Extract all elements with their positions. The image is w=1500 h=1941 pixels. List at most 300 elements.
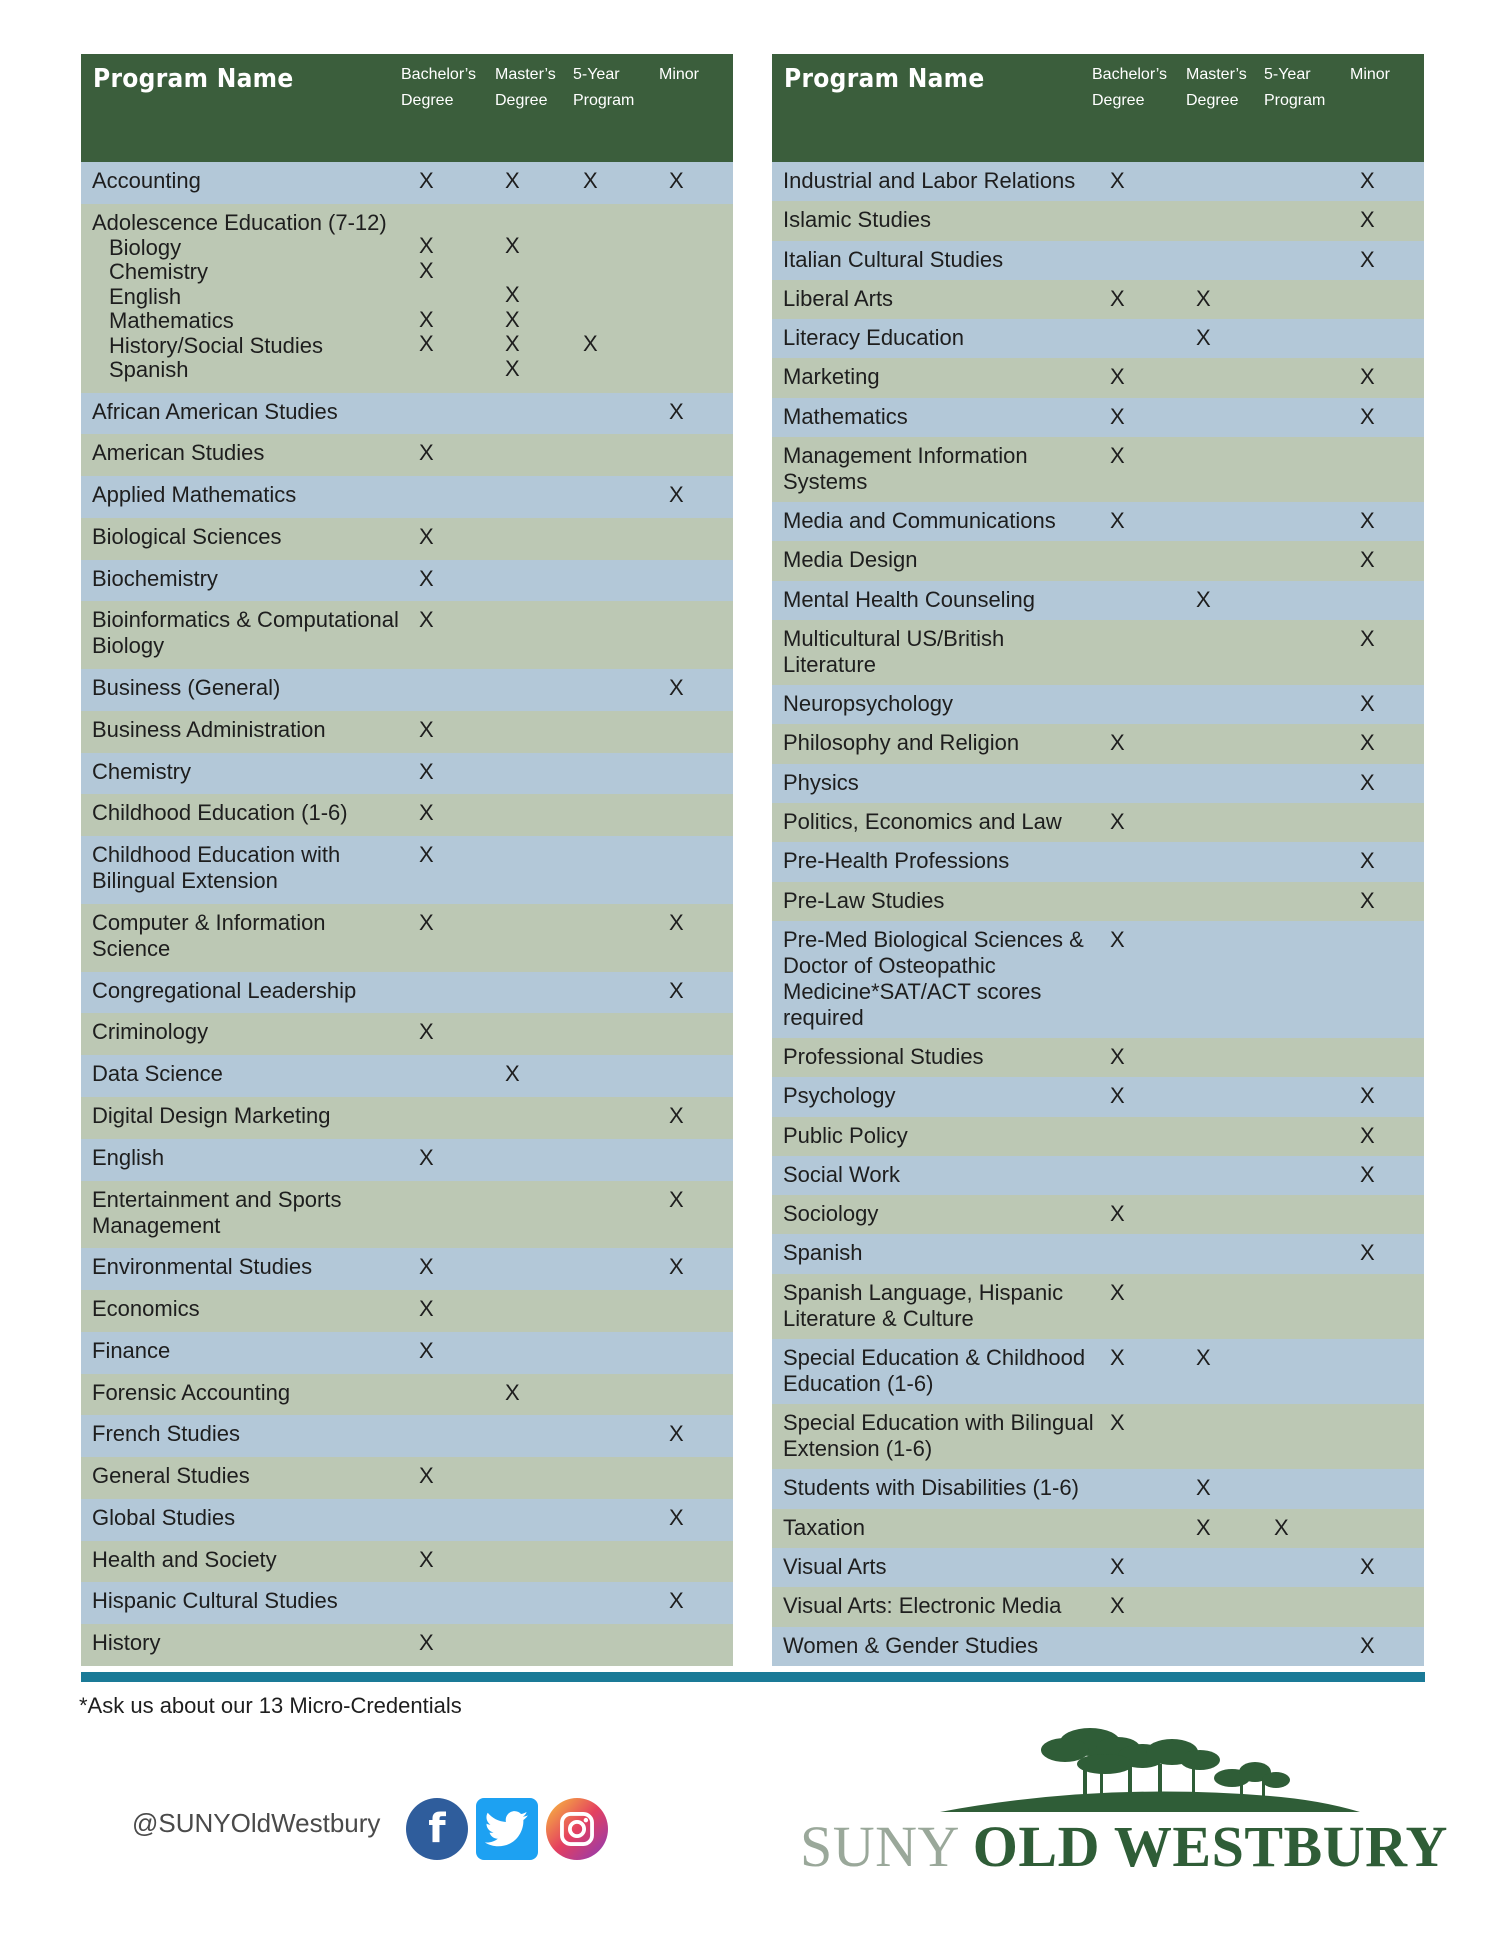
header-minor: Minor: [1350, 66, 1391, 83]
masters-mark: [1196, 921, 1274, 927]
minor-mark: [669, 1541, 733, 1547]
program-name: Pre-Law Studies: [783, 887, 945, 913]
masters-mark: [1196, 358, 1274, 364]
five-year-mark: [583, 1290, 669, 1296]
table-row: [81, 1248, 733, 1290]
bachelors-mark: X: [419, 440, 434, 466]
bachelors-mark: X X X X: [419, 233, 434, 357]
minor-mark: [669, 1290, 733, 1296]
minor-mark: [669, 1624, 733, 1630]
five-year-mark: X: [583, 331, 598, 357]
masters-mark: [505, 711, 583, 717]
program-name: Childhood Education (1-6): [92, 800, 348, 826]
program-name: Special Education & Childhood Education (1-6): [783, 1344, 1086, 1396]
five-year-mark: [1274, 1234, 1360, 1240]
table-row: [81, 1290, 733, 1332]
program-name: Public Policy: [783, 1122, 908, 1148]
masters-mark: [505, 1248, 583, 1254]
minor-mark: [669, 1332, 733, 1338]
masters-mark: [1196, 842, 1274, 848]
minor-mark: [669, 1013, 733, 1019]
bachelors-mark: X: [419, 607, 434, 633]
program-name: Social Work: [783, 1161, 900, 1187]
table-row: [772, 1509, 1424, 1548]
minor-mark: [1360, 319, 1424, 325]
header-masters: Master’s Degree: [1186, 66, 1247, 109]
program-name: Mathematics: [783, 403, 908, 429]
minor-mark: X: [669, 1103, 684, 1129]
table-row: [81, 393, 733, 435]
five-year-mark: [583, 1097, 669, 1103]
bachelors-mark: X: [419, 909, 434, 935]
table-row: [772, 358, 1424, 397]
masters-mark: X: [1196, 1514, 1211, 1540]
table-row: [772, 685, 1424, 724]
program-name: Computer & Information Science: [92, 909, 326, 961]
minor-mark: [1360, 1587, 1424, 1593]
minor-mark: [1360, 1038, 1424, 1044]
program-name: Childhood Education with Bilingual Extension: [92, 842, 341, 894]
five-year-mark: [1274, 280, 1360, 286]
minor-mark: [1360, 1469, 1424, 1475]
program-name: Physics: [783, 769, 859, 795]
minor-mark: [1360, 581, 1424, 587]
minor-mark: X: [669, 1421, 684, 1447]
masters-mark: [1196, 162, 1274, 168]
table-row: [81, 601, 733, 669]
bachelors-mark: [411, 1181, 505, 1187]
minor-mark: X: [1360, 625, 1375, 651]
bachelors-mark: X: [419, 1337, 434, 1363]
masters-mark: [505, 972, 583, 978]
five-year-mark: [583, 1582, 669, 1588]
bachelors-mark: X: [1110, 285, 1125, 311]
five-year-mark: [1274, 1117, 1360, 1123]
bachelors-mark: X: [419, 565, 434, 591]
five-year-mark: [583, 476, 669, 482]
masters-mark: [1196, 1156, 1274, 1162]
minor-mark: [1360, 280, 1424, 286]
minor-mark: [1360, 1339, 1424, 1345]
table-row: [81, 476, 733, 518]
minor-mark: [1360, 1274, 1424, 1280]
minor-mark: X: [1360, 887, 1375, 913]
masters-mark: [505, 794, 583, 800]
table-body-left: [81, 162, 733, 1666]
table-row: [81, 1541, 733, 1583]
bachelors-mark: [1102, 685, 1196, 691]
table-row: [772, 764, 1424, 803]
five-year-mark: [583, 434, 669, 440]
bachelors-mark: [1102, 581, 1196, 587]
masters-mark: [1196, 1587, 1274, 1593]
program-name: Pre-Health Professions: [783, 848, 1010, 874]
table-row: [772, 1077, 1424, 1116]
program-name: Accounting: [92, 168, 201, 193]
program-name: Adolescence Education (7-12) Biology Chemistry English Mathematics History/Social Studies Spanish: [81, 204, 411, 387]
bachelors-mark: [411, 1055, 505, 1061]
table-row: [81, 753, 733, 795]
minor-mark: X: [669, 1254, 684, 1280]
five-year-mark: [583, 1139, 669, 1145]
program-name: Marketing: [783, 364, 880, 390]
program-name: Chemistry: [92, 758, 192, 784]
table-row: [81, 1415, 733, 1457]
twitter-icon[interactable]: [476, 1798, 538, 1860]
masters-mark: [1196, 502, 1274, 508]
five-year-mark: [1274, 319, 1360, 325]
five-year-mark: [1274, 1548, 1360, 1554]
masters-mark: [1196, 803, 1274, 809]
table-row: [772, 620, 1424, 685]
masters-mark: [505, 434, 583, 440]
five-year-mark: [1274, 685, 1360, 691]
minor-mark: [669, 753, 733, 759]
bachelors-mark: X: [419, 1254, 434, 1280]
program-name: Hispanic Cultural Studies: [92, 1588, 338, 1614]
instagram-icon[interactable]: [546, 1798, 608, 1860]
table-row: [81, 162, 733, 204]
minor-mark: X: [1360, 207, 1375, 233]
program-name: Business Administration: [92, 716, 326, 742]
bachelors-mark: X: [419, 1144, 434, 1170]
minor-mark: [1360, 803, 1424, 809]
minor-mark: X: [669, 909, 684, 935]
table-row: [772, 1587, 1424, 1626]
bachelors-mark: [1102, 1117, 1196, 1123]
table-row: [772, 241, 1424, 280]
five-year-mark: [583, 1181, 669, 1187]
masters-mark: [1196, 1548, 1274, 1554]
five-year-mark: [583, 1624, 669, 1630]
table-row: [81, 836, 733, 904]
accent-divider: [81, 1672, 1425, 1682]
table-row: [81, 1097, 733, 1139]
table-row: [81, 1139, 733, 1181]
five-year-mark: [1274, 437, 1360, 443]
five-year-mark: [583, 1248, 669, 1254]
minor-mark: [669, 601, 733, 607]
bachelors-mark: X: [419, 842, 434, 868]
five-year-mark: [1274, 803, 1360, 809]
table-row: [81, 669, 733, 711]
minor-mark: X: [669, 398, 684, 424]
five-year-mark: [1274, 842, 1360, 848]
program-name: Entertainment and Sports Management: [92, 1186, 342, 1238]
five-year-mark: [583, 904, 669, 910]
bachelors-mark: [1102, 620, 1196, 626]
bachelors-mark: X: [419, 168, 434, 193]
masters-mark: X: [505, 168, 520, 193]
program-name: Criminology: [92, 1019, 209, 1045]
facebook-icon[interactable]: f: [406, 1798, 468, 1860]
table-row: [772, 1117, 1424, 1156]
masters-mark: [505, 1097, 583, 1103]
five-year-mark: [1274, 1038, 1360, 1044]
bachelors-mark: [1102, 201, 1196, 207]
header-five-year: 5-Year Program: [1264, 66, 1326, 109]
five-year-mark: [583, 518, 669, 524]
minor-mark: [669, 711, 733, 717]
table-row: [81, 1013, 733, 1055]
program-name: Health and Society: [92, 1546, 277, 1572]
five-year-mark: [1274, 620, 1360, 626]
masters-mark: [505, 476, 583, 482]
program-name: Industrial and Labor Relations: [783, 168, 1076, 193]
minor-mark: X: [1360, 1632, 1375, 1658]
bachelors-mark: X: [1110, 1083, 1125, 1109]
minor-mark: X: [1360, 403, 1375, 429]
header-bachelors: Bachelor’s Degree: [1092, 66, 1168, 109]
table-row: [81, 434, 733, 476]
minor-mark: [669, 518, 733, 524]
bachelors-mark: X: [419, 523, 434, 549]
bachelors-mark: X: [1110, 403, 1125, 429]
table-row: [81, 204, 733, 393]
table-row: [772, 280, 1424, 319]
masters-mark: [1196, 1117, 1274, 1123]
bachelors-mark: X: [419, 1019, 434, 1045]
program-name: Visual Arts: [783, 1553, 887, 1579]
sub-program-name: Chemistry: [109, 259, 209, 285]
program-name: Management Information Systems: [783, 442, 1028, 494]
minor-mark: X: [1360, 168, 1375, 193]
bachelors-mark: X: [419, 758, 434, 784]
table-row: [81, 1055, 733, 1097]
bachelors-mark: X: [1110, 730, 1125, 756]
program-name: Spanish: [783, 1240, 863, 1266]
masters-mark: X: [1196, 586, 1211, 612]
table-row: [81, 560, 733, 602]
masters-mark: [1196, 1038, 1274, 1044]
table-row: [81, 794, 733, 836]
table-header: [772, 54, 1424, 162]
bachelors-mark: X: [1110, 1201, 1125, 1227]
table-row: [81, 1582, 733, 1624]
program-name: Digital Design Marketing: [92, 1103, 331, 1129]
tree-landscape-icon: [800, 1720, 1420, 1820]
program-name: Sociology: [783, 1201, 879, 1227]
minor-mark: X: [669, 977, 684, 1003]
bachelors-mark: X: [419, 800, 434, 826]
table-header: [81, 54, 733, 162]
program-name: Applied Mathematics: [92, 482, 297, 508]
bachelors-mark: [411, 972, 505, 978]
bachelors-mark: [1102, 882, 1196, 888]
program-name: Politics, Economics and Law: [783, 808, 1062, 834]
bachelors-mark: X: [1110, 1553, 1125, 1579]
table-row: [81, 1624, 733, 1666]
bachelors-mark: [1102, 1627, 1196, 1633]
sub-program-name: Mathematics: [109, 308, 234, 334]
masters-mark: [1196, 1077, 1274, 1083]
minor-mark: X: [1360, 508, 1375, 534]
bachelors-mark: [1102, 241, 1196, 247]
social-handle[interactable]: @SUNYOldWestbury: [132, 1808, 381, 1838]
bachelors-mark: X: [1110, 508, 1125, 534]
table-row: [81, 711, 733, 753]
five-year-mark: [583, 1457, 669, 1463]
minor-mark: [669, 1374, 733, 1380]
bachelors-mark: [411, 1097, 505, 1103]
masters-mark: [1196, 882, 1274, 888]
header-bachelors: Bachelor’s Degree: [401, 66, 477, 109]
table-row: [772, 724, 1424, 763]
masters-mark: [505, 1415, 583, 1421]
program-name: Finance: [92, 1337, 171, 1363]
minor-mark: [1360, 1509, 1424, 1515]
minor-mark: [669, 1457, 733, 1463]
program-name: Philosophy and Religion: [783, 730, 1020, 756]
masters-mark: [505, 669, 583, 675]
minor-mark: [1360, 921, 1424, 927]
minor-mark: [669, 204, 733, 382]
header-masters: Master’s Degree: [495, 66, 556, 109]
table-row: [772, 921, 1424, 1038]
bachelors-mark: [411, 1374, 505, 1380]
table-row: [772, 1548, 1424, 1587]
five-year-mark: [1274, 1274, 1360, 1280]
minor-mark: [669, 1139, 733, 1145]
minor-mark: X: [1360, 1083, 1375, 1109]
table-row: [772, 842, 1424, 881]
masters-mark: [1196, 201, 1274, 207]
bachelors-mark: [411, 1415, 505, 1421]
masters-mark: [505, 1181, 583, 1187]
table-row: [772, 1038, 1424, 1077]
program-name: Forensic Accounting: [92, 1379, 291, 1405]
program-name: Biological Sciences: [92, 523, 282, 549]
program-name: Visual Arts: Electronic Media: [783, 1593, 1062, 1619]
five-year-mark: [1274, 1156, 1360, 1162]
five-year-mark: [1274, 1404, 1360, 1410]
bachelors-mark: [1102, 1156, 1196, 1162]
sub-program-name: Spanish: [109, 357, 189, 383]
program-name: Congregational Leadership: [92, 977, 357, 1003]
header-five-year: 5-Year Program: [573, 66, 635, 109]
programs-table-left: [81, 54, 733, 1666]
five-year-mark: [583, 972, 669, 978]
five-year-mark: [1274, 764, 1360, 770]
program-name: French Studies: [92, 1421, 240, 1447]
bachelors-mark: [1102, 1469, 1196, 1475]
minor-mark: X: [1360, 364, 1375, 390]
masters-mark: [1196, 1234, 1274, 1240]
minor-mark: [1360, 1404, 1424, 1410]
program-name: Media and Communications: [783, 508, 1056, 534]
bachelors-mark: X: [1110, 168, 1125, 193]
masters-mark: [1196, 1627, 1274, 1633]
five-year-mark: [583, 1415, 669, 1421]
program-name: General Studies: [92, 1463, 250, 1489]
five-year-mark: X: [583, 168, 598, 193]
five-year-mark: [583, 601, 669, 607]
table-row: [772, 1404, 1424, 1469]
minor-mark: X: [669, 675, 684, 701]
minor-mark: X: [1360, 246, 1375, 272]
bachelors-mark: [411, 393, 505, 399]
program-name: Biochemistry: [92, 565, 218, 591]
bachelors-mark: X: [1110, 1410, 1125, 1436]
program-name: English: [92, 1144, 165, 1170]
program-name: Data Science: [92, 1061, 223, 1087]
table-row: [772, 502, 1424, 541]
five-year-mark: [1274, 358, 1360, 364]
table-row: [772, 319, 1424, 358]
program-name: American Studies: [92, 440, 265, 466]
five-year-mark: [1274, 1587, 1360, 1593]
five-year-mark: [583, 1013, 669, 1019]
masters-mark: [505, 1582, 583, 1588]
minor-mark: X: [669, 168, 684, 193]
minor-mark: X: [1360, 730, 1375, 756]
five-year-mark: [1274, 502, 1360, 508]
bachelors-mark: [1102, 541, 1196, 547]
table-row: [772, 803, 1424, 842]
bachelors-mark: X: [1110, 1279, 1125, 1305]
masters-mark: [505, 393, 583, 399]
masters-mark: [1196, 541, 1274, 547]
program-name: Media Design: [783, 547, 918, 573]
masters-mark: [505, 1139, 583, 1145]
five-year-mark: [1274, 1077, 1360, 1083]
program-name: Environmental Studies: [92, 1254, 313, 1280]
minor-mark: X: [1360, 1240, 1375, 1266]
minor-mark: X: [1360, 769, 1375, 795]
minor-mark: [669, 434, 733, 440]
table-row: [81, 1332, 733, 1374]
bachelors-mark: X: [1110, 926, 1125, 952]
masters-mark: [1196, 241, 1274, 247]
table-row: [772, 162, 1424, 201]
sub-program-name: English: [109, 283, 182, 309]
program-name: Spanish Language, Hispanic Literature & Culture: [783, 1279, 1064, 1331]
masters-mark: X: [1196, 325, 1211, 351]
minor-mark: [669, 794, 733, 800]
bachelors-mark: [411, 476, 505, 482]
bachelors-mark: [411, 1499, 505, 1505]
five-year-mark: X: [1274, 1514, 1289, 1540]
bachelors-mark: X: [1110, 364, 1125, 390]
masters-mark: [1196, 724, 1274, 730]
minor-mark: X: [669, 1504, 684, 1530]
masters-mark: [505, 1499, 583, 1505]
program-name: Islamic Studies: [783, 207, 931, 233]
masters-mark: [505, 1290, 583, 1296]
five-year-mark: [583, 669, 669, 675]
program-name: Bioinformatics & Computational Biology: [92, 607, 399, 659]
bachelors-mark: [411, 669, 505, 675]
five-year-mark: [1274, 398, 1360, 404]
table-row: [772, 201, 1424, 240]
program-name: Global Studies: [92, 1504, 236, 1530]
bachelors-mark: X: [419, 1630, 434, 1656]
instagram-camera-icon: [558, 1810, 596, 1848]
footnote: *Ask us about our 13 Micro-Credentials: [79, 1693, 462, 1718]
masters-mark: [1196, 620, 1274, 626]
program-name: Students with Disabilities (1-6): [783, 1475, 1079, 1501]
five-year-mark: [1274, 921, 1360, 927]
five-year-mark: [583, 1374, 669, 1380]
table-row: [772, 1469, 1424, 1508]
bachelors-mark: X: [419, 1546, 434, 1572]
table-row: [772, 1339, 1424, 1404]
program-name: Liberal Arts: [783, 285, 894, 311]
five-year-mark: [583, 1332, 669, 1338]
five-year-mark: [583, 794, 669, 800]
program-name: Multicultural US/British Literature: [783, 625, 1005, 677]
five-year-mark: [1274, 581, 1360, 587]
